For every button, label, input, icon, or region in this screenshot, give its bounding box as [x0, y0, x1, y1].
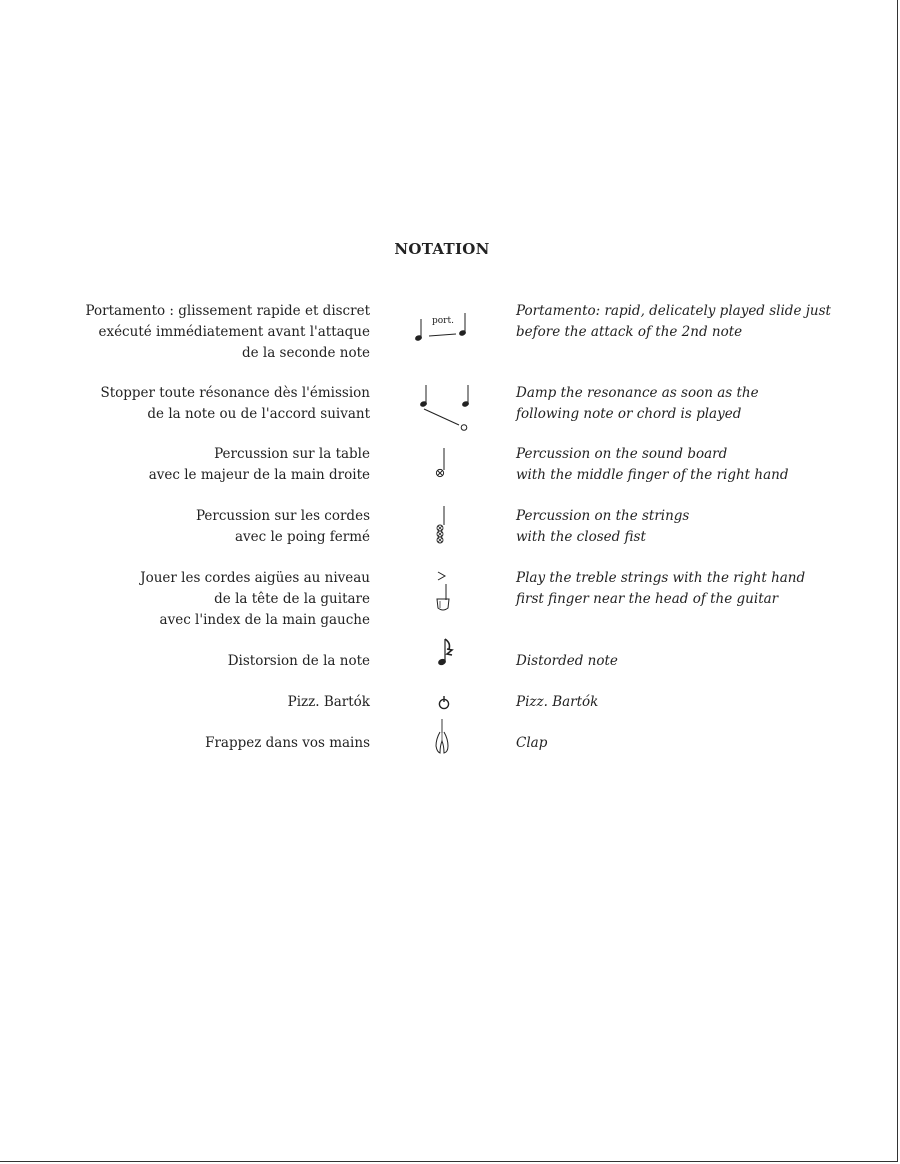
treble-strings-head-symbol — [432, 568, 456, 614]
english-description: Pizz. Bartók — [516, 694, 599, 710]
percussion-table-symbol — [432, 448, 452, 480]
distorted-note-symbol — [434, 637, 458, 671]
english-description: Percussion on the sound board with the middle finger of the right hand — [516, 446, 789, 483]
french-description: Pizz. Bartók — [287, 694, 370, 710]
french-description: Stopper toute résonance dès l'émission de la note ou de l'accord suivant — [100, 385, 370, 422]
page-title: NOTATION — [394, 240, 490, 258]
portamento-symbol — [412, 305, 472, 345]
english-description: Percussion on the strings with the closed fist — [516, 508, 690, 545]
english-description: Distorded note — [516, 653, 618, 669]
english-description: Clap — [516, 735, 548, 751]
french-description: Distorsion de la note — [227, 653, 370, 669]
english-description: Play the treble strings with the right hand first finger near the head of the guitar — [516, 570, 806, 607]
english-description: Portamento: rapid, delicately played slide just before the attack of the 2nd note — [516, 303, 831, 340]
french-description: Frappez dans vos mains — [205, 735, 370, 751]
french-description: Percussion sur les cordes avec le poing fermé — [195, 508, 370, 545]
clap-symbol — [433, 719, 453, 759]
french-description: Percussion sur la table avec le majeur de la main droite — [148, 446, 370, 483]
damp-resonance-symbol — [414, 383, 474, 435]
french-description: Jouer les cordes aigües au niveau de la tête de la guitare avec l'index de la main gauche — [140, 570, 370, 628]
percussion-strings-symbol — [432, 506, 452, 546]
pizz-bartok-symbol — [436, 694, 452, 712]
english-description: Damp the resonance as soon as the following note or chord is played — [516, 385, 759, 422]
port-label: port. — [432, 316, 454, 326]
french-description: Portamento : glissement rapide et discret exécuté immédiatement avant l'attaque de la seconde note — [85, 303, 370, 361]
